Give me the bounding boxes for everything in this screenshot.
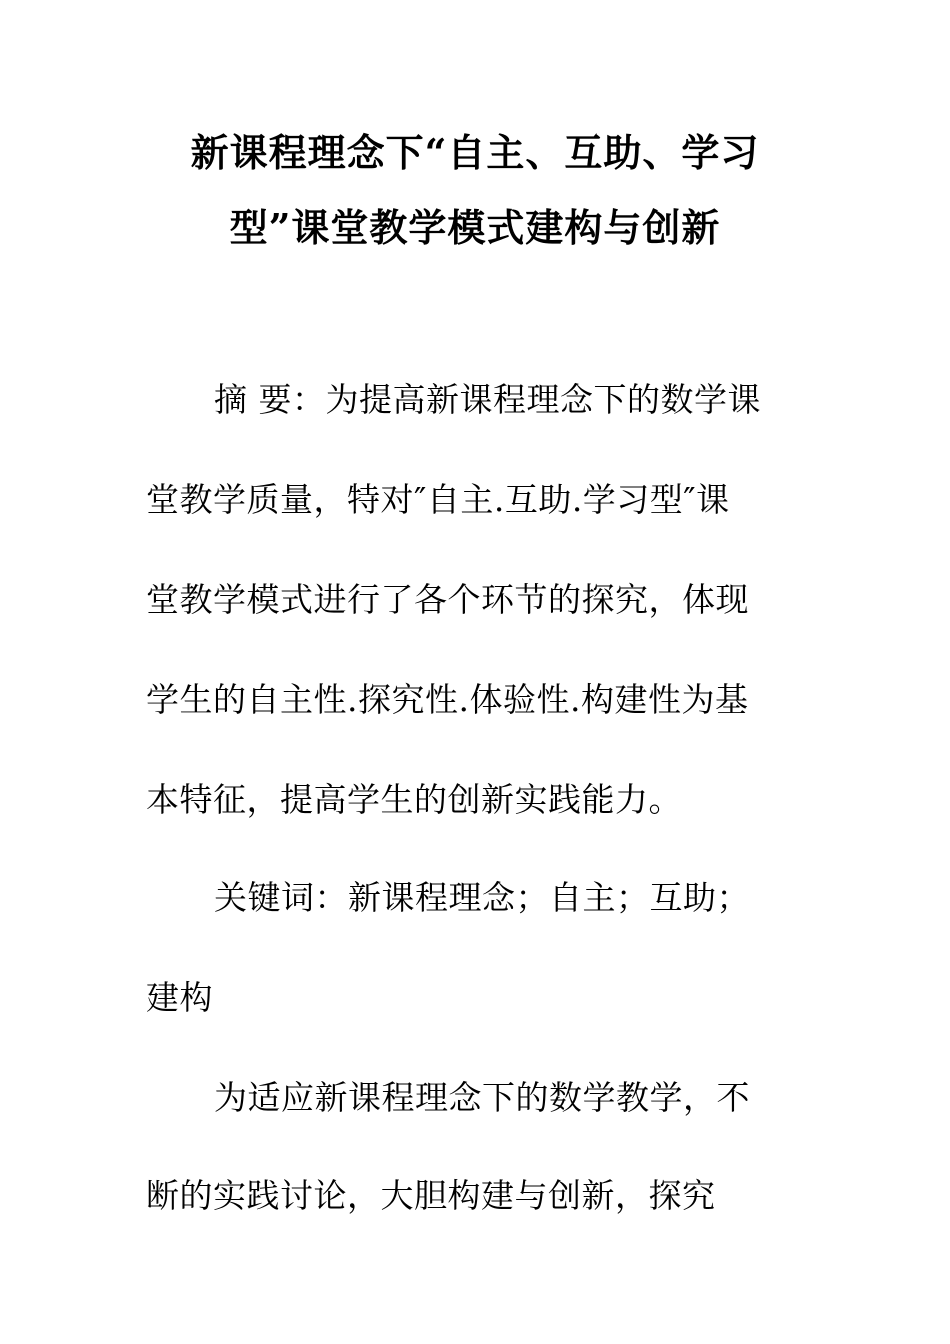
keywords-line-1: 关键词：新课程理念；自主；互助； [214, 878, 750, 917]
keywords-line-2: 建构 [146, 978, 213, 1017]
paragraph-line-2: 断的实践讨论，大胆构建与创新，探究 [146, 1176, 716, 1215]
abstract-line-5: 本特征，提高学生的创新实践能力。 [146, 780, 682, 819]
document-title-line-2: 型”课堂教学模式建构与创新 [229, 205, 721, 250]
abstract-line-2: 堂教学质量，特对″自主.互助.学习型″课 [146, 480, 730, 519]
document-title-line-1: 新课程理念下“自主、互助、学习 [190, 130, 760, 175]
abstract-line-3: 堂教学模式进行了各个环节的探究，体现 [146, 580, 749, 619]
abstract-line-1: 摘 要：为提高新课程理念下的数学课 [214, 380, 761, 419]
paragraph-line-1: 为适应新课程理念下的数学教学，不 [214, 1078, 750, 1117]
abstract-line-4: 学生的自主性.探究性.体验性.构建性为基 [146, 680, 749, 719]
